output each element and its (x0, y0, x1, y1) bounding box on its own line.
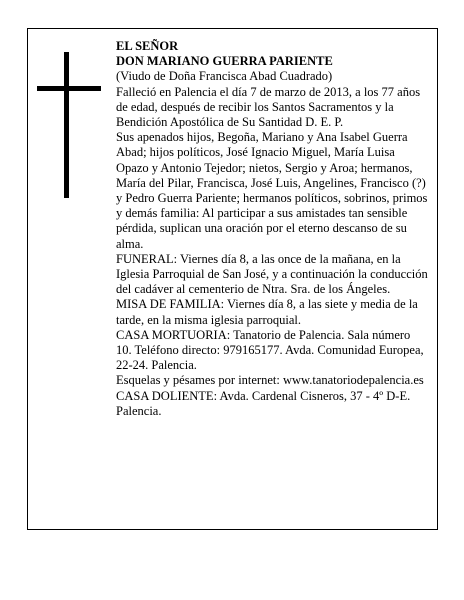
paragraph-family: Sus apenados hijos, Begoña, Mariano y Ana Isabel Guerra Abad; hijos políticos, José Ignacio Miguel, María Luisa Opazo y Antonio Tejedor; nietos, Sergio y Aroa; hermanos, María del Pilar, Francisca, José Luis, Angelines, Francisco (?) y Pedro Guerra Pariente; hermanos políticos, sobrinos, primos y demás familia: Al participar a sus amistades tan sensible pérdida, suplican una oración por el eterno descanso de su alma. (116, 130, 428, 251)
paragraph-mortuary: CASA MORTUORIA: Tanatorio de Palencia. Sala número 10. Teléfono directo: 979165177. Avda. Comunidad Europea, 22-24. Palencia. (116, 327, 424, 373)
paragraph-mourning-house: CASA DOLIENTE: Avda. Cardenal Cisneros, 37 - 4º D-E. Palencia. (116, 388, 411, 418)
paragraph-internet: Esquelas y pésames por internet: www.tanatoriodepalencia.es (116, 373, 424, 388)
paragraph-death: Falleció en Palencia el día 7 de marzo de 2013, a los 77 años de edad, después de recibir los Santos Sacramentos y la Bendición Apostólica de Su Santidad D. E. P. (116, 84, 421, 130)
notice-text (116, 39, 428, 419)
paragraph-family-mass: MISA DE FAMILIA: Viernes día 8, a las siete y media de la tarde, en la misma iglesia parroquial. (116, 297, 418, 327)
notice-title-line1: EL SEÑOR (116, 39, 179, 53)
cross-vertical-bar (64, 52, 69, 198)
paragraph-funeral: FUNERAL: Viernes día 8, a las once de la mañana, en la Iglesia Parroquial de San José, y a continuación la conducción del cadáver al cementerio de Ntra. Sra. de los Ángeles. (116, 251, 428, 297)
notice-title-line2: DON MARIANO GUERRA PARIENTE (116, 54, 333, 69)
cross-icon (37, 52, 101, 198)
cross-horizontal-bar (37, 86, 101, 91)
notice-subtitle: (Viudo de Doña Francisca Abad Cuadrado) (116, 69, 333, 84)
